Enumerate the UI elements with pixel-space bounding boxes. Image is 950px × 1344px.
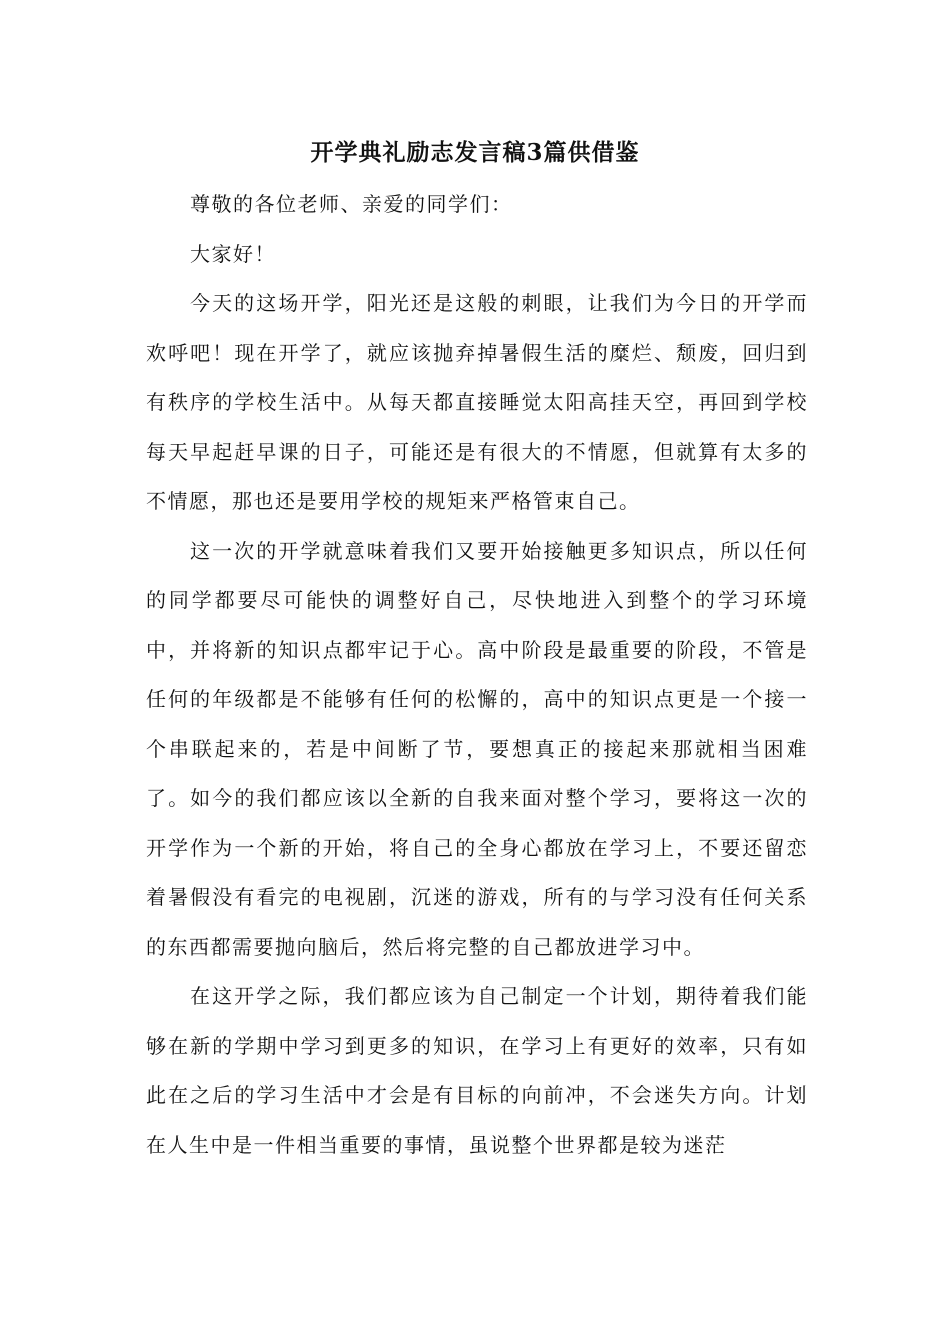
document-title: 开学典礼励志发言稿3篇供借鉴 [310,139,640,166]
paragraph-greeting: 大家好！ [190,241,276,266]
paragraph-plan: 在这开学之际，我们都应该为自己制定一个计划，期待着我们能够在新的学期中学习到更多的知识，在学习上有更好的效率，只有如此在之后的学习生活中才会是有目标的向前冲，不会迷失方向。计划在人生中是一件相当重要的事情，虽说整个世界都是较为迷茫 [146,984,808,1157]
document-body [146,180,808,1170]
paragraph-salutation: 尊敬的各位老师、亲爱的同学们： [190,192,513,216]
paragraph-knowledge: 这一次的开学就意味着我们又要开始接触更多知识点，所以任何的同学都要尽可能快的调整好自己，尽快地进入到整个的学习环境中，并将新的知识点都牢记于心。高中阶段是最重要的阶段，不管是任何的年级都是不能够有任何的松懈的，高中的知识点更是一个接一个串联起来的，若是中间断了节，要想真正的接起来那就相当困难了。如今的我们都应该以全新的自我来面对整个学习，要将这一次的开学作为一个新的开始，将自己的全身心都放在学习上，不要还留恋着暑假没有看完的电视剧，沉迷的游戏，所有的与学习没有任何关系的东西都需要抛向脑后，然后将完整的自己都放进学习中。 [146,538,808,959]
paragraph-opening: 今天的这场开学，阳光还是这般的刺眼，让我们为今日的开学而欢呼吧！现在开学了，就应该抛弃掉暑假生活的糜烂、颓废，回归到有秩序的学校生活中。从每天都直接睡觉太阳高挂天空，再回到学校每天早起赶早课的日子，可能还是有很大的不情愿，但就算有太多的不情愿，那也还是要用学校的规矩来严格管束自己。 [146,291,808,513]
